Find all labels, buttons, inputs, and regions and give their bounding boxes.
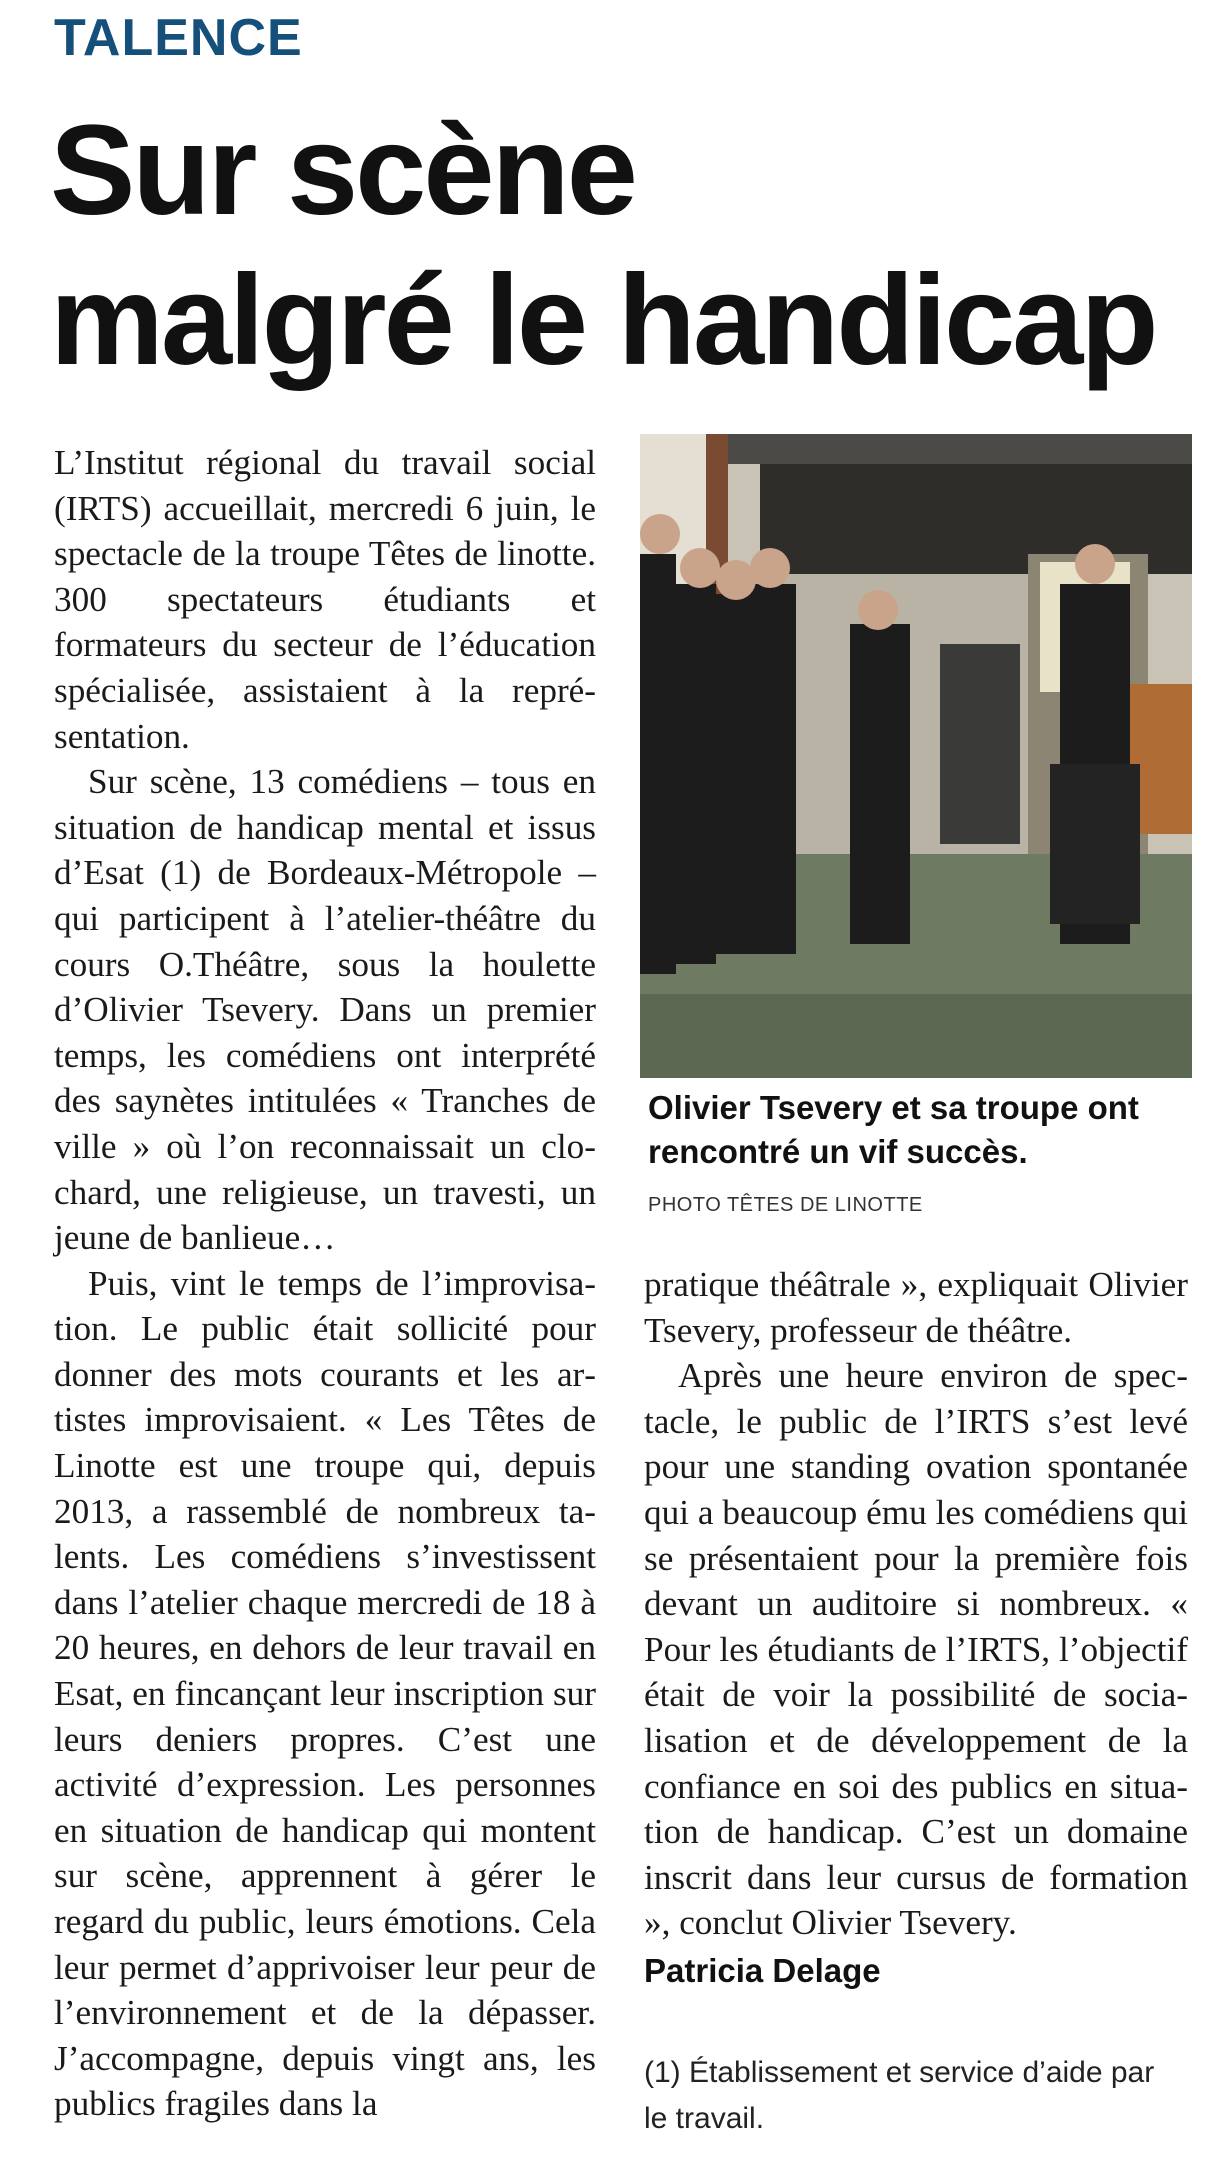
photo-credit: PHOTO TÊTES DE LINOTTE [648, 1194, 923, 1216]
paragraph-performers: Sur scène, 13 comédiens – tous en situation de handicap mental et issus d’Esat (1) de Bordeaux-Métropole – qui participent à l’atelier-théâtre du cours O.Théâtre, sous la houlette d’Olivier Tsevery. Dans un premier temps, les comédiens ont interprété des saynètes intitulées « Tranches de ville » où l’on reconnaissait un clochard, une religieuse, un travesti, un jeune de banlieue… [54, 762, 596, 1258]
paragraph-intro: L’Institut régional du travail social (IRTS) accueillait, mercredi 6 juin, le spectacle de la troupe Têtes de linotte. 300 spectateurs étudiants et formateurs du secteur de l’éducation spécialisée, assistaient à la représentation. [54, 443, 596, 756]
author-byline: Patricia Delage [644, 1951, 881, 1989]
paragraph-ovation: Après une heure environ de spectacle, le public de l’IRTS s’est levé pour une standing ovation spontanée qui a beaucoup ému les comédiens qui se présentaient pour la première fois devant un auditoire si nombreux. « Pour les étudiants de l’IRTS, l’objectif était de voir la possibilité de socialisation et de développement de la confiance en soi des publics en situation de handicap. C’est un domaine inscrit dans leur cursus de formation », conclut Olivier Tsevery. [644, 1356, 1188, 1943]
section-kicker: TALENCE [54, 9, 303, 67]
photo-caption: Olivier Tsevery et sa troupe ont rencontré un vif succès. [648, 1089, 1139, 1170]
footnote: (1) Établissement et service d’aide par le travail. [644, 2056, 1155, 2135]
paragraph-improvisation: Puis, vint le temps de l’improvisation. Le public était sollicité pour donner des mots courants et les artistes improvisaient. « Les Têtes de Linotte est une troupe qui, depuis 2013, a rassemblé de nombreux talents. Les comédiens s’investissent dans l’atelier chaque mercredi de 18 à 20 heures, en dehors de leur travail en Esat, en fincançant leur inscription sur leurs deniers propres. C’est une activité d’expression. Les personnes en situation de handicap qui montent sur scène, apprennent à gérer le regard du public, leurs émotions. Cela leur permet d’apprivoiser leur peur de l’environnement et de la dépasser. J’accompagne, depuis vingt ans, les publics fragiles dans la [54, 1263, 596, 2124]
article-column-right [644, 1262, 1188, 1994]
headline-line-1: Sur scène [50, 99, 635, 242]
headline [50, 96, 1200, 396]
paragraph-quote-end: pratique théâtrale », expliquait Olivier Tsevery, professeur de théâtre. [644, 1265, 1188, 1350]
stage-photo-illustration [640, 434, 1192, 1078]
article-column-left [54, 440, 596, 2127]
headline-line-2: malgré le handicap [50, 249, 1156, 392]
article-photo [640, 434, 1192, 1078]
